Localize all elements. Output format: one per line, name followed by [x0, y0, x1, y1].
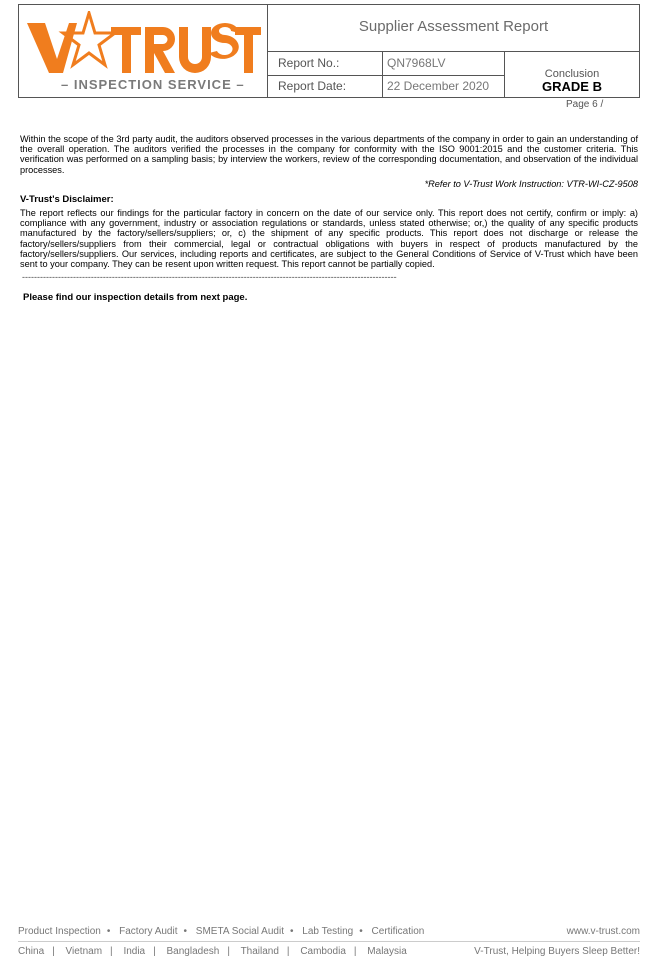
disclaimer-heading: V-Trust's Disclaimer: [20, 194, 114, 205]
footer-country: India [123, 946, 146, 957]
title-cell [268, 5, 639, 52]
vtrust-logo-icon [25, 11, 261, 77]
footer-service-item: SMETA Social Audit [195, 926, 284, 937]
footer-service-item: Product Inspection [18, 926, 101, 937]
page-number: Page 6 / [566, 99, 604, 110]
next-page-note: Please find our inspection details from next page. [23, 292, 248, 303]
footer-country: Thailand [240, 946, 279, 957]
work-instruction-reference: *Refer to V-Trust Work Instruction: VTR-WI-CZ-9508 [424, 179, 638, 189]
footer-slogan: V-Trust, Helping Buyers Sleep Better! [474, 946, 640, 957]
scope-paragraph: Within the scope of the 3rd party audit, the auditors observed processes in the various departments of the company in order to gain an understanding of the overall operation. The auditors verified the processes in the company for conformity with the ISO 9001:2015 and the customer criteria. This verification was performed on a sampling basis; by interview the workers, review of the corresponding documentation, and observation of the individual processes. [20, 134, 638, 175]
logo [19, 5, 268, 97]
footer-country: Cambodia [300, 946, 346, 957]
report-no-value: QN7968LV [383, 52, 505, 76]
footer-country: Malaysia [367, 946, 407, 957]
conclusion-grade: GRADE B [542, 79, 602, 94]
report-date-label: Report Date: [268, 76, 383, 97]
conclusion-label: Conclusion [544, 68, 600, 80]
logo-subtitle: – INSPECTION SERVICE – [61, 77, 245, 92]
footer-country: China [18, 946, 45, 957]
report-header [18, 4, 640, 98]
footer-service-item: Certification [371, 926, 425, 937]
dashed-divider: ----------------------------------------------------------------------------------------------------------------------------- [22, 272, 397, 282]
report-title: Supplier Assessment Report [358, 18, 549, 35]
report-date-value: 22 December 2020 [383, 76, 505, 97]
footer-services: Product Inspection • Factory Audit • SMETA Social Audit • Lab Testing • Certification [18, 926, 425, 937]
footer-countries: China | Vietnam | India | Bangladesh | Thailand | Cambodia | Malaysia [18, 946, 407, 957]
footer-country: Bangladesh [166, 946, 220, 957]
footer-website-link[interactable]: www.v-trust.com [566, 926, 640, 937]
footer-divider [18, 941, 640, 942]
footer-country: Vietnam [65, 946, 103, 957]
conclusion-cell [505, 52, 639, 97]
report-no-label: Report No.: [268, 52, 383, 76]
footer-service-item: Factory Audit [119, 926, 178, 937]
disclaimer-paragraph: The report reflects our findings for the particular factory in concern on the date of our service only. This report does not certify, confirm or imply: a) compliance with any government, industry or association regulations or standards, unless stated otherwise; or,) the quality of any specific products manufactured by the factory/sellers/suppliers; or, c) the shipment of any specific products. This report does not discharge or release the factory/sellers/suppliers from their commercial, legal or contractual obligations with buyers in respect of products manufactured by the factory/sellers/suppliers. Our services, including reports and certificates, are subject to the General Conditions of Service of V-Trust which have been sent to your company. They can be resent upon written request. This report cannot be partially copied. [20, 208, 638, 270]
footer-service-item: Lab Testing [302, 926, 354, 937]
